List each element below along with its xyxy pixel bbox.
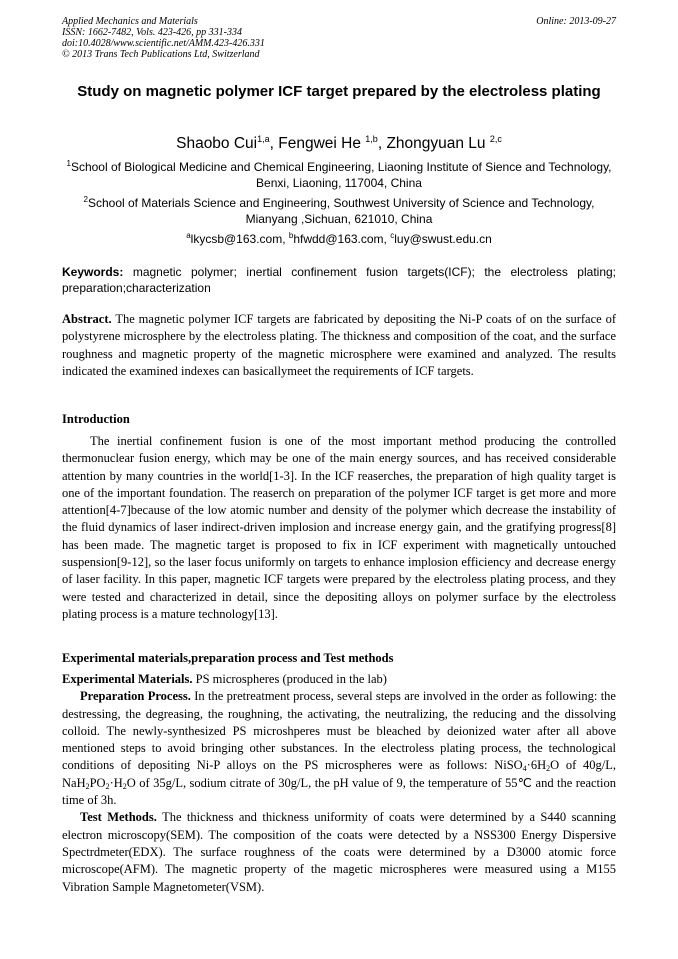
affiliation-mark: 1 (66, 159, 71, 168)
journal-issn: ISSN: 1662-7482, Vols. 423-426, pp 331-334 (62, 27, 242, 38)
author-name: Shaobo Cui (176, 135, 258, 153)
formula-subscript: 2 (122, 781, 127, 791)
formula-subscript: 4 (522, 764, 527, 774)
paper-title: Study on magnetic polymer ICF target prepared by the electroless plating (77, 83, 601, 100)
author-affiliation-mark: 2,c (489, 134, 502, 144)
email-mark: c (390, 231, 395, 240)
author-name: Fengwei He (278, 135, 361, 153)
journal-copyright: © 2013 Trans Tech Publications Ltd, Switzerland (62, 49, 260, 60)
author-affiliation-mark: 1,a (257, 134, 270, 144)
preparation-label: Preparation Process. (80, 689, 191, 704)
journal-header (62, 16, 616, 60)
email-mark: b (288, 231, 294, 240)
keywords-text: magnetic polymer; inertial confinement fusion targets(ICF); the electroless plating; preparation;characterization (62, 265, 616, 295)
formula-part: NaH (62, 775, 86, 790)
abstract (62, 311, 616, 380)
formula-part: ·6H (526, 758, 547, 773)
affiliation-mark: 2 (83, 195, 88, 204)
preparation-text: In the pretreatment process, several steps are involved in the order as following: the destressing, the degreasing, the roughning, the activating, the neutralizing, the reducing and the dissolving colloid. The newly-synthesized PS microshperes must be bleached by deionized water after all above mentioned steps to avoid bringing other substances. In the electroless plating process, the technological conditions of depositing Ni-P alloys on the PS microspheres were as follows: (62, 689, 616, 773)
formula-part: PO (89, 775, 106, 790)
affiliation-2 (62, 192, 616, 227)
formula-subscript: 2 (546, 764, 551, 774)
test-methods-label: Test Methods. (80, 810, 157, 825)
journal-name: Applied Mechanics and Materials (62, 16, 198, 27)
test-methods-text: The thickness and thickness uniformity of coats were determined by a S440 scanning electron microscopy(SEM). The composition of the coats were detected by a NSS300 Energy Dispersive Spectrdmeter(EDX). The surface roughness of the coats were determined by a D3000 atomic force microscope(AFM). The magnetic property of the magetic microspheres were measured using a M155 Vibration Sample Magnetometer(VSM). (62, 810, 617, 894)
formula-part: ·H (109, 775, 123, 790)
keywords (62, 264, 616, 296)
email-text: lkycsb@163.com, (190, 232, 289, 246)
abstract-text: The magnetic polymer ICF targets are fabricated by depositing the Ni-P coats of on the surface of polystyrene microsphere by the electroless plating. The thickness and composition of the coat, and the surface roughness and magnetic property of the magnetic microsphere were examined and analyzed. The results indicated the examined indexes can basicallymeet the requirements of ICF targets. (62, 312, 616, 378)
affiliation-text: School of Materials Science and Engineering, Southwest University of Science and Technology, Mianyang ,Sichuan, 621010, China (87, 196, 595, 226)
author-affiliation-mark: 1,b (365, 134, 378, 144)
materials-text: PS microspheres (produced in the lab) (192, 672, 387, 686)
materials-label: Experimental Materials. (62, 672, 193, 686)
materials-paragraph (62, 671, 616, 688)
formula-subscript: 2 (85, 781, 90, 791)
introduction-paragraph: The inertial confinement fusion is one of the most important method producing the controlled thermonuclear fusion energy, which may be one of the main energy sources, and has received considerable attention by many countries in the world[1-3]. In the ICF reaserches, the preparation of high quality target is one of the important foundation. The reaserch on preparation of the polymer ICF target is get more and more attention[4-7]because of the low atomic number and density of the polymer which decrease the instability of the fluid dynamics of laser indirect-driven implosion and increase energy gain, and the gratifying progress[8] has been made. The magnetic target is proposed to fix in ICF experiment with magnetically untouched suspension[9-12], so the laser focus uniformly on targets to enhance implosion efficiency and decrease energy of laser facility. In this paper, magnetic ICF targets were prepared by the electroless plating process, and they were tested and characterized in detail, since the depositing alloys on polymer surface by the electroless plating process is a mature technology[13]. (62, 434, 616, 621)
experimental-section (62, 671, 616, 896)
affiliation-text: School of Biological Medicine and Chemical Engineering, Liaoning Institute of Sience and Technology, Benxi, Liaoning, 117004, China (70, 160, 612, 190)
abstract-label: Abstract. (62, 312, 112, 326)
online-date: Online: 2013-09-27 (536, 16, 616, 27)
experimental-heading: Experimental materials,preparation process and Test methods (62, 651, 394, 665)
test-methods-paragraph (62, 809, 616, 895)
author-emails (62, 228, 616, 247)
affiliation-1 (62, 156, 616, 191)
email-text: hfwdd@163.com, (293, 232, 391, 246)
introduction-heading: Introduction (62, 412, 130, 426)
formula-part: NiSO (494, 758, 523, 773)
formula-part: O of 35g/L, sodium citrate of 30g/L, the pH value of 9, the temperature of 55℃ and the reaction time of 3h. (62, 775, 616, 808)
formula-part: O of 40g/L, (550, 758, 616, 773)
formula-subscript: 2 (105, 781, 110, 791)
author-list: Shaobo Cui$^{1,a}$, Fengwei He $^{1,b}$, Zhongyuan Lu $^{2,c}$ (176, 134, 502, 153)
author-name: Zhongyuan Lu (386, 135, 486, 153)
email-text: luy@swust.edu.cn (394, 232, 492, 246)
preparation-paragraph (62, 688, 616, 809)
email-mark: a (186, 231, 191, 240)
keywords-label: Keywords: (62, 265, 124, 279)
journal-doi: doi:10.4028/www.scientific.net/AMM.423-426.331 (62, 38, 265, 49)
